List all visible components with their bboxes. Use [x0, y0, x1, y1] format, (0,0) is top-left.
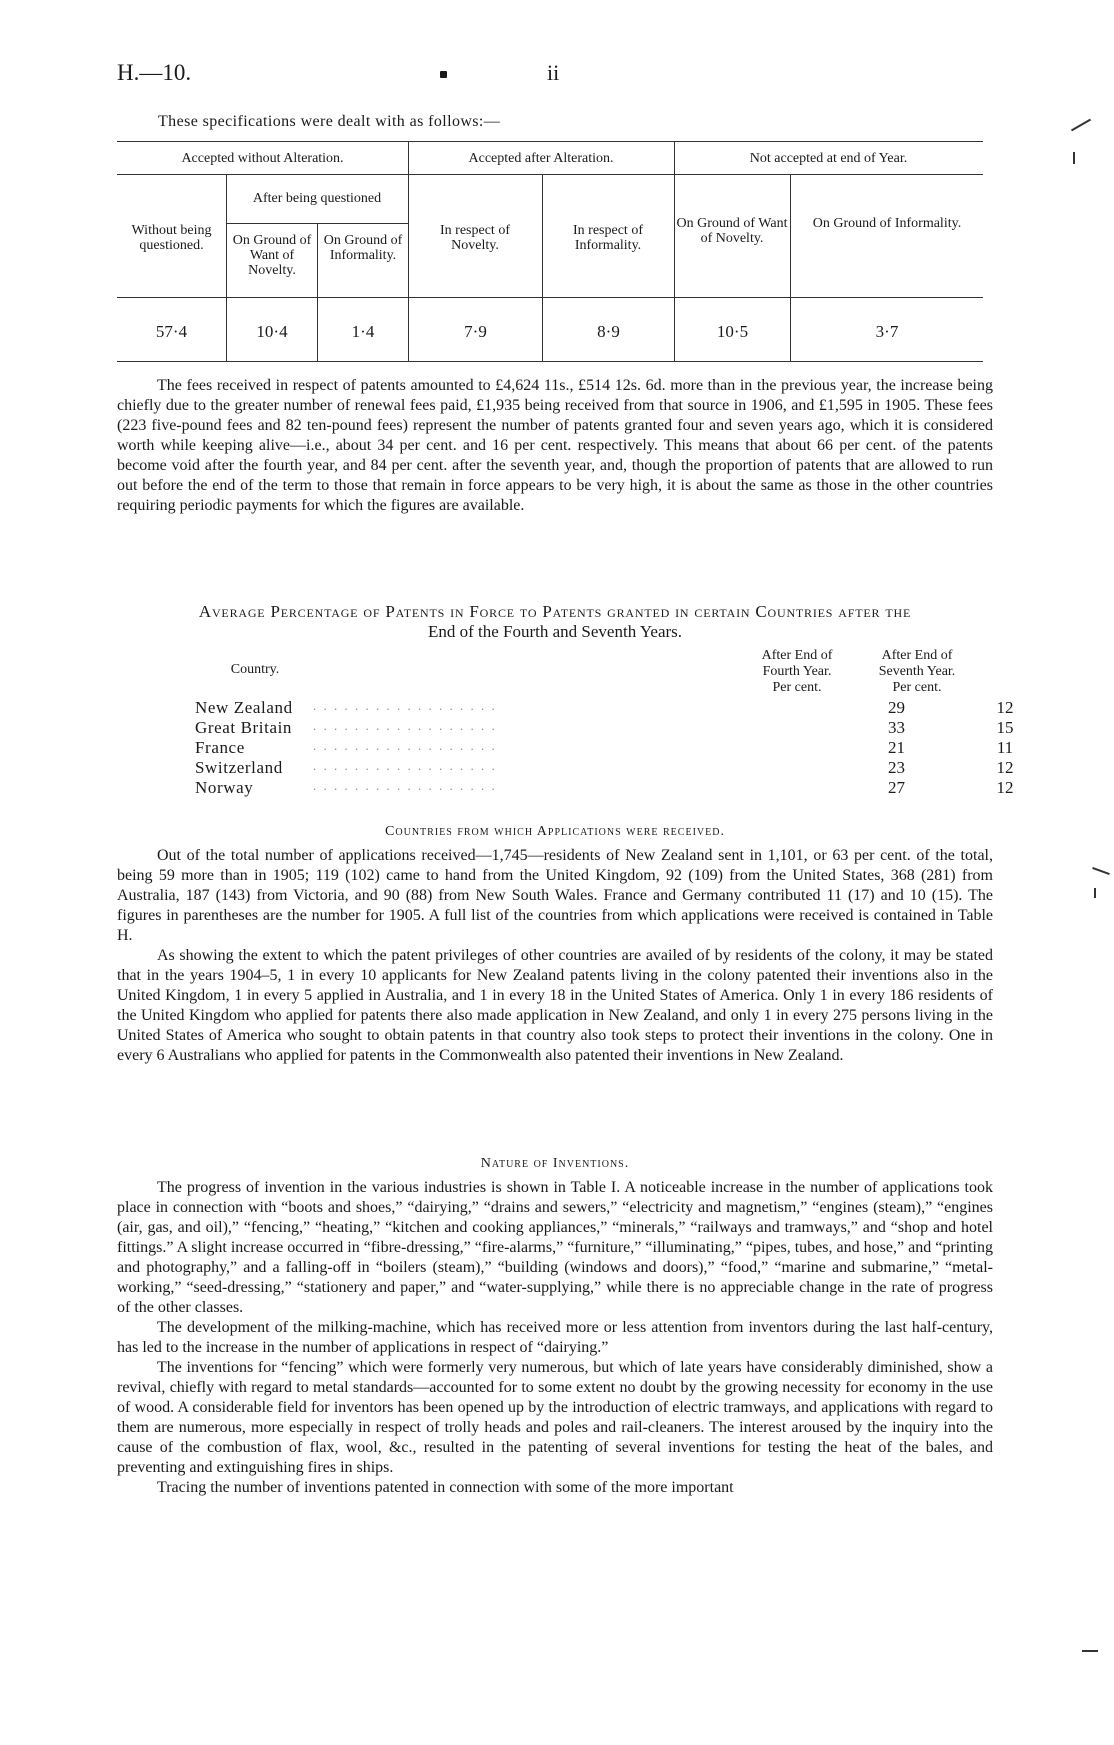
- col-country: Country.: [230, 662, 280, 677]
- specifications-table: [117, 141, 983, 363]
- margin-mark: [1073, 152, 1075, 164]
- after-questioned-header: After being questioned: [252, 191, 382, 206]
- col-q-informality: On Ground of Informality.: [323, 233, 403, 263]
- nature-paragraph-1: The progress of invention in the various industries is shown in Table I. A noticeable increase in the number of applications took place in connection with “boots and shoes,” “dairying,” “drains and sewers,” “electricity and magnetism,” “engines (steam),” “engines (air, gas, and oil),” “fencing,” “heating,” “kitchen and cooking appliances,” “minerals,” “railways and tramways,” and “shop and hotel fittings.” A slight increase occurred in “fibre-dressing,” “fire-alarms,” “furniture,” “illuminating,” “pipes, tubes, and hose,” and “printing and photography,” and a falling-off in “boilers (steam),” “building (windows and doors),” “food,” “marine and submarine,” “metal-working,” “seed-dressing,” “stationery and paper,” and “water-supplying,” while there is no appreciable change in the rate of progress of the other classes.: [117, 1179, 993, 1316]
- margin-mark: [1092, 867, 1110, 875]
- margin-mark: [1082, 1650, 1098, 1652]
- page-number: ii: [547, 60, 560, 85]
- nature-paragraph-4: Tracing the number of inventions patented in connection with some of the more important: [157, 1479, 734, 1496]
- nature-heading: Nature of Inventions.: [480, 1156, 630, 1171]
- col-not-informality: On Ground of Informality.: [812, 216, 962, 231]
- col-without-questioned: Without being questioned.: [131, 223, 212, 253]
- nature-paragraph-2: The development of the milking-machine, which has received more or less attention from inventors during the last half-century, has led to the increase in the number of applications in respect of “dairying.”: [117, 1319, 993, 1356]
- value-cell: 3·7: [875, 322, 899, 341]
- value-cell: 1·4: [351, 322, 375, 341]
- average-percentage-title: Average Percentage of Patents in Force to Patents granted in certain Countries after the End of the Fourth and Seventh Years.: [198, 602, 912, 641]
- col-after-informality: In respect of Informality.: [573, 223, 643, 253]
- ink-dot: [440, 71, 447, 78]
- value-cell: 8·9: [597, 322, 620, 341]
- group-accepted-without: Accepted without Alteration.: [181, 151, 344, 166]
- col-fourth-year: After End of Fourth Year. Per cent.: [761, 648, 833, 695]
- average-percentage-table: [117, 648, 1014, 800]
- margin-mark: [1071, 119, 1091, 132]
- col-not-novelty: On Ground of Want of Novelty.: [676, 216, 788, 246]
- nature-paragraph-3: The inventions for “fencing” which were formerly very numerous, but which of late years have considerably diminished, show a revival, chiefly with regard to metal standards—accounted for to some extent no doubt by the growing necessity for economy in the use of wood. A considerable field for inventors has been opened up by the introduction of electric tramways, and applications with regard to them are numerous, more especially in respect of trolly heads and poles and rail-cleaners. The interest aroused by the inquiry into the cause of the combustion of flax, wool, &c., resulted in the patenting of several inventions for testing the heat of the bales, and preventing and extinguishing fires in ships.: [117, 1359, 993, 1476]
- col-seventh-year: After End of Seventh Year. Per cent.: [878, 648, 956, 695]
- col-q-novelty: On Ground of Want of Novelty.: [232, 233, 312, 278]
- table-row: Switzerland . . . . . . . . . . . . . . . . . . 23 12: [195, 758, 1014, 777]
- value-cell: 10·5: [716, 322, 749, 341]
- fees-paragraph: The fees received in respect of patents amounted to £4,624 11s., £514 12s. 6d. more than in the previous year, the increase being chiefly due to the greater number of renewal fees paid, £1,935 being received from that source in 1906, and £1,595 in 1905. These fees (223 five-pound fees and 82 ten-pound fees) represent the number of patents granted four and seven years ago, which it is considered worth while keeping alive—i.e., about 34 per cent. and 16 per cent. respectively. This means that about 66 per cent. of the patents become void after the fourth year, and 84 per cent. after the seventh year, and, though the proportion of patents that are allowed to run out before the end of the term to those that remain in force appears to be very high, it is about the same as those in the other countries requiring periodic payments for which the figures are available.: [117, 377, 993, 514]
- table-row: Norway . . . . . . . . . . . . . . . . . . 27 12: [195, 778, 1014, 797]
- document-reference: H.—10.: [117, 60, 192, 85]
- table-row: France . . . . . . . . . . . . . . . . . . 21 11: [195, 738, 1014, 757]
- value-cell: 10·4: [256, 322, 288, 341]
- countries-paragraph-2: As showing the extent to which the patent privileges of other countries are availed of by residents of the colony, it may be stated that in the years 1904–5, 1 in every 10 applicants for New Zealand patents living in the colony patented their inventions also in the United Kingdom, 1 in every 5 applied in Australia, and 1 in every 18 in the United States of America. Only 1 in every 186 residents of the United Kingdom who applied for patents there also made application in New Zealand, and only 1 in every 275 persons living in the United States of America who sought to obtain patents in that country also took steps to protect their inventions in the colony. One in every 6 Australians who applied for patents in the Commonwealth also patented their inventions in New Zealand.: [117, 947, 993, 1064]
- table-row: Great Britain . . . . . . . . . . . . . . . . . . 33 15: [195, 718, 1014, 737]
- margin-mark: [1094, 888, 1096, 898]
- value-cell: 57·4: [155, 322, 188, 341]
- countries-heading: Countries from which Applications were received.: [385, 824, 725, 839]
- group-accepted-after: Accepted after Alteration.: [468, 151, 614, 166]
- group-not-accepted: Not accepted at end of Year.: [749, 151, 908, 166]
- intro-line: These specifications were dealt with as follows:—: [158, 113, 501, 130]
- countries-paragraph-1: Out of the total number of applications received—1,745—residents of New Zealand sent in 1,101, or 63 per cent. of the total, being 59 more than in 1905; 119 (102) came to hand from the United Kingdom, 92 (109) from the United States, 368 (281) from Australia, 187 (143) from Victoria, and 90 (88) from New South Wales. France and Germany contributed 11 (17) and 10 (15). The figures in parentheses are the number for 1905. A full list of the countries from which applications were received is contained in Table H.: [117, 847, 993, 944]
- value-cell: 7·9: [464, 322, 487, 341]
- col-after-novelty: In respect of Novelty.: [440, 223, 510, 253]
- countries-section: [117, 846, 993, 1066]
- table-row: New Zealand . . . . . . . . . . . . . . . . . . 29 12: [195, 698, 1014, 717]
- nature-section: [117, 1178, 993, 1498]
